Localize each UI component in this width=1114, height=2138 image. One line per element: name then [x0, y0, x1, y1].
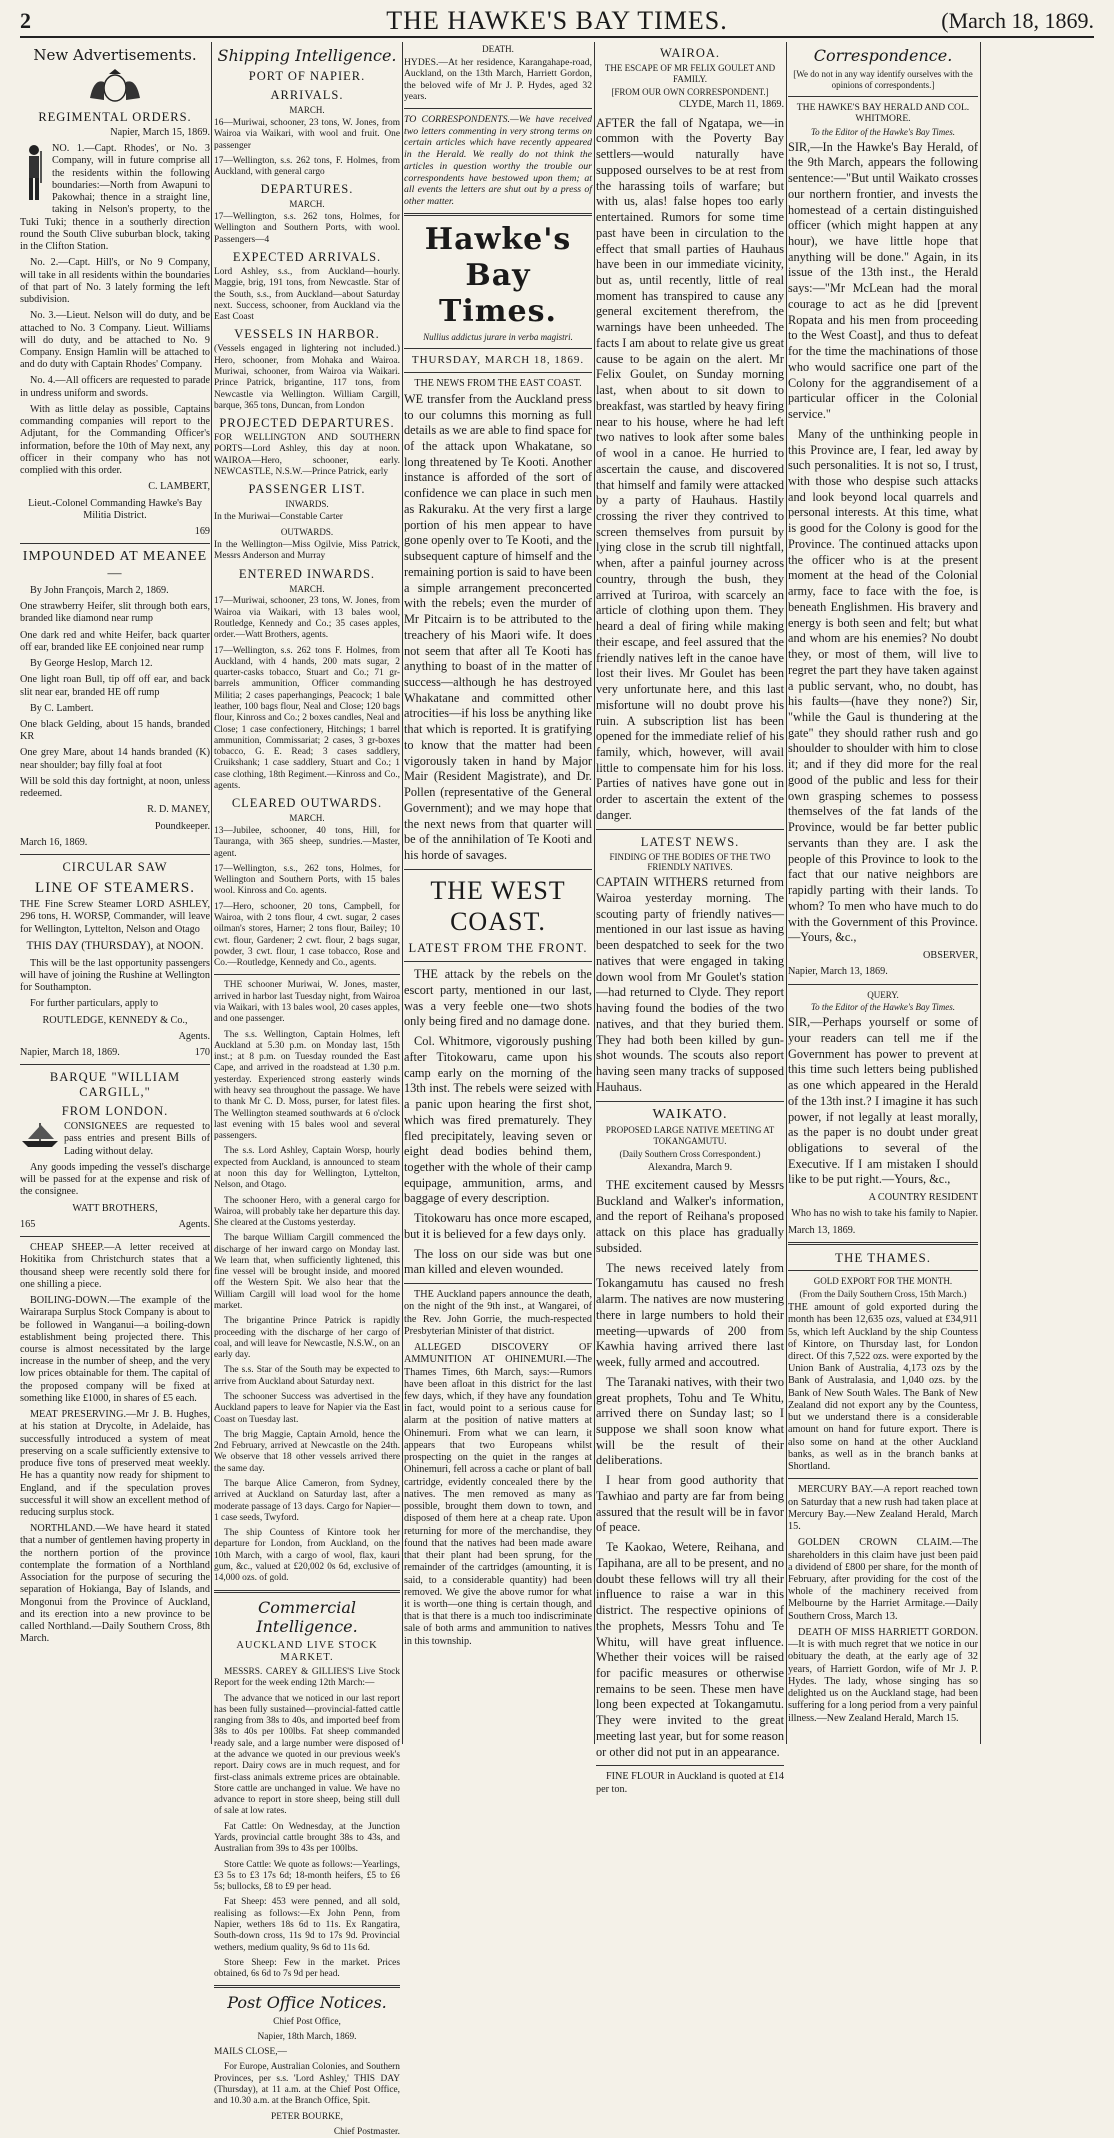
royal-crest-icon: [80, 68, 150, 106]
west-coast-subtitle: LATEST FROM THE FRONT.: [408, 941, 588, 956]
letter-paragraph: SIR,—In the Hawke's Bay Herald, of the 9th March, appears the following sentence:—"But until Waikato crosses our northern frontier, and invests the homestead of a certain distinguished officer (which might happen at any hour), we have little hope that anything will be done." Again, in its issue of the 13th inst., the Herald says:—"Mr McLean had the moral courage to act as he did [prevent Ropata and his men from proceeding to the West Coast], and thus to defeat for the time the machinations of those who would sacrifice one part of the Colony for the aggrandisement of a particular officer in the Colonial service.": [788, 139, 978, 422]
disclaimer: [We do not in any way identify ourselves with the opinions of correspondents.]: [793, 69, 973, 90]
news-paragraph: THE amount of gold exported during the month has been 12,635 ozs, valued at £34,911 5s, which left Auckland by the ship Countess of Kintore, on Thursday last, for London direct. Of this 7,522 ozs. were exported by the Union Bank of Australia, 4,173 ozs by the Bank of Australasia, and 1,040 ozs. by the Bank of New South Wales. The Bank of New Zealand did not export any by the Countess, but we understand there is a considerable amount on hand for future export. There is also some on hand at the other Auckland banks, as well as in the branch banks at Shortland.: [788, 1302, 978, 1473]
ship-entry: In the Muriwai—Constable Carter: [214, 512, 343, 523]
ship-entry: In the Wellington—Miss Ogilvie, Miss Patrick, Messrs Anderson and Murray: [214, 540, 400, 562]
steamers-date: Napier, March 18, 1869. 170: [20, 1046, 210, 1058]
paper-motto: Nullius addictus jurare in verba magistri.: [423, 331, 573, 342]
ad-number: 169: [194, 526, 210, 538]
column-shipping: [214, 42, 400, 2137]
editorial-date: THURSDAY, MARCH 18, 1869.: [411, 353, 585, 366]
west-coast-title: THE WEST COAST.: [430, 875, 566, 936]
news-paragraph: FINE FLOUR in Auckland is quoted at £14 per ton.: [596, 1771, 784, 1795]
ship-news: The s.s. Wellington, Captain Holmes, left Auckland at 5.30 p.m. on Monday last, 15th inst.; at 8 p.m. on Tuesday rounded the East Cape, and arrived in the roadstead at 1.30 p.m. yesterday. Experienced strong easterly winds with heavy sea throughout the passage. We have to thank Mr C. D. Moss, purser, for latest files. The Wellington steamed southwards at 6 o'clock last evening with 15 bales wool and several passengers.: [214, 1029, 400, 1142]
ship-entry: FOR WELLINGTON AND SOUTHERN PORTS—Lord Ashley, this day at noon. WAIROA—Hero, schooner, early. NEWCASTLE, N.S.W.—Prince Patrick, early: [214, 433, 400, 477]
ship-news: The schooner Success was advertised in the Auckland papers to leave for Napier via the East Coast on Tuesday last.: [214, 1392, 400, 1425]
signature: PETER BOURKE,: [271, 2111, 343, 2122]
news-paragraph: NORTHLAND.—We have heard it stated that a number of gentlemen having property in the northern portion of the province contemplate the formation of a Northland Association for the purpose of securing the separation of Hokianga, Bay of Islands, and Mongonui from the Province of Auckland, and its erection into a new province to be called Northland.—Daily Southern Cross, 8th March.: [20, 1523, 210, 1645]
ship-entry: 16—Muriwai, schooner, 23 tons, W. Jones, from Wairoa via Waikari, with wool and fruit. One passenger: [214, 117, 400, 151]
gold-export-title: GOLD EXPORT FOR THE MONTH.: [813, 1276, 953, 1287]
column-wairoa: [596, 42, 784, 1795]
ship-news: The schooner Hero, with a general cargo for Wairoa, will probably take her departure this day. She cleared at the Customs yesterday.: [214, 1195, 400, 1229]
steamers-subtitle: LINE OF STEAMERS.: [35, 880, 195, 897]
post-office-line: Chief Post Office,: [273, 2016, 341, 2027]
column-rule: [980, 42, 981, 1744]
column-rule: [786, 42, 787, 1744]
post-office-line: MAILS CLOSE,—: [214, 2047, 287, 2058]
section-heading: New Advertisements.: [33, 46, 197, 64]
regimental-paragraph: With as little delay as possible, Captains commanding companies will report to the Adjutant, for the Commanding Officer's information, before the 10th of May next, any officer in their company who has not complied with this order.: [20, 403, 210, 477]
west-coast-paragraph: Col. Whitmore, vigorously pushing after Titokowaru, came upon his camp early on the morning of the 13th inst. The rebels were seized with a panic upon hearing the first shot, which was fired prematurely. They fled precipitately, leaving seven or eight dead bodies behind them, together with the whole of their camp equipage, ammunition, arms, and baggage of every description.: [404, 1034, 592, 1206]
commercial-heading: Commercial Intelligence.: [256, 1597, 358, 1636]
steamers-paragraph: THIS DAY (THURSDAY), at NOON.: [26, 939, 204, 952]
regimental-title: REGIMENTAL ORDERS.: [38, 110, 192, 124]
thames-title: THE THAMES.: [835, 1249, 931, 1265]
steamers-agent: ROUTLEDGE, KENNEDY & Co.,: [42, 1014, 188, 1026]
month-label: MARCH.: [289, 105, 325, 116]
news-paragraph: BOILING-DOWN.—The example of the Wairarapa Surplus Stock Company is about to be followed in Wanganui—a boiling-down establishment being projected there. This course is almost necessitated by the large increase in the number of sheep, and the very low prices obtainable for them. The capital of the proposed company will be fixed at something like £1000, in shares of £5 each.: [20, 1295, 210, 1404]
wairoa-article: AFTER the fall of Ngatapa, we—in common with the Poverty Bay settlers—would naturally have supposed ourselves to be at rest from the harassing toils of warfare; but with us, alas! false hopes too early entertained. Rumors for some time past have been in circulation to the effect that small parties of Hauhaus have been in our immediate vicinity, but as, until recently, little of real moment has transpired to cause any general excitement therefrom, the warnings have been unheeded. The facts I am about to relate give us great cause to be again on the alert. Mr Felix Goulet, on Sunday morning last, when about to sit down to breakfast, was startled by heavy firing near to his house, where he had left two natives to look after some bales of wool in a canoe. He hurried to ascertain the cause, and discovered that himself and family were attacked by a party of Hauhaus. Hastily crossing the river they contrived to screen themselves from pursuit by lying close in the scrub till nightfall, when, after a painful journey across country, through the bush, they arrived at Turiroa, with scarcely an article of clothing upon them. They heard a deal of firing while making their escape, and feel assured that the friendly natives left in the canoe have lost their lives. Mr Goulet has been very unfortunate here, and this last misfortune will no doubt prove his ruin. A subscription list has been opened for the immediate relief of his family, which, however, will avail little to compensate him for his loss. Parties of natives have gone out in order to ascertain the extent of the danger.: [596, 115, 784, 822]
ship-news: The barque William Cargill commenced the discharge of her inward cargo on Monday last. We learn that, when sufficiently lightened, this fine vessel will be brought inside, and moored off the Western Spit. We also hear that the William Cargill will load wool for the home market.: [214, 1233, 400, 1312]
dateline: CLYDE, March 11, 1869.: [679, 99, 784, 111]
column-editorial: [404, 42, 592, 1744]
ship-entry: 17—Wellington, s.s., 262 tons, Holmes, for Wellington and Southern Ports, with 15 bales wool. Kinross and Co. agents.: [214, 863, 400, 897]
ship-news: The brig Maggie, Captain Arnold, hence the 2nd February, arrived at Newcastle on the 24th. We observe that 18 other vessels arrived there the same day.: [214, 1429, 400, 1474]
barque-subtitle: FROM LONDON.: [61, 1104, 169, 1119]
latest-news-title: LATEST NEWS.: [640, 834, 740, 849]
correspondents-notice: TO CORRESPONDENTS.—We have received two letters commenting in very strong terms on certain articles which have recently appeared in the Herald. We really do not think the articles in question worthy the trouble our correspondents have bestowed upon them; at all events the letters are shut out by a press of other matter.: [404, 113, 592, 208]
post-office-line: Napier, 18th March, 1869.: [257, 2031, 357, 2042]
passenger-title: PASSENGER LIST.: [248, 482, 366, 497]
month-label: MARCH.: [289, 583, 325, 594]
west-coast-paragraph: THE attack by the rebels on the escort party, mentioned in our last, was a very feeble one—two shots only being fired and no damage done.: [404, 967, 592, 1029]
letter-date: March 13, 1869.: [788, 1224, 856, 1236]
correspondence-heading: Correspondence.: [813, 46, 953, 65]
correspondent-label: [FROM OUR OWN CORRESPONDENT.]: [611, 86, 769, 97]
letter-date: Napier, March 13, 1869.: [788, 966, 888, 978]
waikato-paragraph: The Taranaki natives, with their two great prophets, Tohu and Te Whitu, arrived there on Sunday last; so I suppose we shall soon know what will be the result of their deliberations.: [596, 1374, 784, 1468]
letter-title: THE HAWKE'S BAY HERALD AND COL. WHITMORE.: [796, 101, 970, 125]
month-label: MARCH.: [289, 813, 325, 824]
source-label: (From the Daily Southern Cross, 15th March.): [799, 1289, 967, 1300]
ship-entry: 17—Muriwai, schooner, 23 tons, W. Jones, from Wairoa via Waikari, with 13 bales wool, Routledge, Kennedy and Co.; 35 cases apples, order.—Watt Brothers, agents.: [214, 596, 400, 641]
barque-paragraph: Any goods impeding the vessel's discharge will be passed for at the expense and risk of the consignee.: [20, 1161, 210, 1198]
query-title: QUERY.: [867, 989, 899, 1000]
impounded-line: By C. Lambert.: [30, 702, 94, 714]
steamers-paragraph: This will be the last opportunity passengers will have of joining the Rushine at Wellington for Southampton.: [20, 957, 210, 994]
steamers-agent: Agents.: [178, 1030, 210, 1042]
livestock-title: AUCKLAND LIVE STOCK MARKET.: [236, 1639, 378, 1664]
news-paragraph: MEAT PRESERVING.—Mr J. B. Hughes, at his station at Drycolte, in Adelaide, has successfully introduced a system of meat preserving on a scale sufficiently extensive to produce five tons of preserved meat weekly. He has a quantity now ready for shipment to England, and if the speculation proves successful it will show an excellent method of reducing surplus stock.: [20, 1409, 210, 1519]
letter-salutation: To the Editor of the Hawke's Bay Times.: [810, 126, 956, 137]
column-rule: [594, 42, 595, 1744]
page-number: 2: [20, 8, 31, 33]
east-coast-title: THE NEWS FROM THE EAST COAST.: [414, 377, 582, 389]
steamers-paragraph: THE Fine Screw Steamer LORD ASHLEY, 296 tons, H. WORSP, Commander, will leave for Wellington, Lyttelton, Nelson and Otago: [20, 899, 210, 935]
impounded-date: March 16, 1869.: [20, 836, 88, 848]
latest-news-article: CAPTAIN WITHERS returned from Wairoa yesterday morning. The scouting party of friendly natives—mentioned in our last issue as having been despatched to seek for the two natives that were engaged in taking down wool from Mr Goulet's station—had returned to Clyde. They report having found the bodies of the two natives, and that they buried them. They had both been killed by gun-shot wounds. The scouts also report having seen many tracks of supposed Hauhaus.: [596, 875, 784, 1094]
death-notice: HYDES.—At her residence, Karangahape-road, Auckland, on the 13th March, Harriett Gordon, the beloved wife of Mr J. P. Hydes, aged 32 years.: [404, 56, 592, 103]
waikato-paragraph: Te Kaokao, Wetere, Reihana, and Tapihana, are all to be present, and no doubt these fellows will try all their influence to raise a war in this district. The respective opinions of the prophets, Messrs Tohu and Te Whitu, will have great influence. Whether their voices will be raised for pacific measures or otherwise remains to be seen. These men have long been expected at Tokangamutu. They were invited to the great meeting last year, but for some reason or other did not put in an appearance.: [596, 1540, 784, 1759]
signature: WATT BROTHERS,: [72, 1202, 158, 1214]
masthead: [20, 6, 1094, 38]
regimental-paragraph: NO. 1.—Capt. Rhodes', or No. 3 Company, will in future comprise all the residents within the following boundaries:—North from Awapuni to Pakowhai; thence in a straight line, taking in Nelson's property, to the Tuki Tuki; thence in a southerly direction round the South Clive suburban block, taking in the Clifton Station.: [20, 143, 210, 253]
source-label: (Daily Southern Cross Correspondent.): [619, 1148, 761, 1159]
ship-entry: 13—Jubilee, schooner, 40 tons, Hill, for Tauranga, with 365 sheep, sundries.—Master, agent.: [214, 826, 400, 859]
impounded-line: By John François, March 2, 1869.: [30, 584, 169, 596]
ship-news: The barque Alice Cameron, from Sydney, arrived at Auckland on Saturday last, after a moderate passage of 13 days. Cargo for Napier—1 case seeds, Twyford.: [214, 1478, 400, 1523]
signature-title: Poundkeeper.: [154, 820, 210, 832]
impounded-title: IMPOUNDED AT MEANEE—: [22, 549, 208, 582]
column-rule: [211, 42, 212, 1744]
inwards-label: INWARDS.: [285, 499, 329, 510]
waikato-paragraph: The news received lately from Tokangamutu has caused no fresh alarm. The natives are now mustering there in large numbers to hold their meeting—upwards of 200 from Kawhia having arrived there last week, fully armed and accoutred.: [596, 1260, 784, 1370]
news-paragraph: GOLDEN CROWN CLAIM.—The shareholders in this claim have just been paid a dividend of £800 per share, for the month of February, after providing for the cost of the whole of the machinery received from Melbourne by the Harriet Armitage.—Daily Southern Cross, March 13.: [788, 1537, 978, 1622]
signature: R. D. MANEY,: [147, 804, 210, 816]
impounded-line: By George Heslop, March 12.: [30, 658, 153, 670]
dateline: Alexandra, March 9.: [647, 1161, 733, 1173]
signature-title: Who has no wish to take his family to Napier.: [791, 1208, 978, 1220]
barque-footer: 165 Agents.: [20, 1218, 210, 1230]
regimental-paragraph: No. 3.—Lieut. Nelson will do duty, and be attached to No. 3 Company. Lieut. Williams will do duty, and be attached to No. 9 Company. Ensign Hamlin will be attached to and do duty with Captain Rhodes' Company.: [20, 310, 210, 371]
column-advertisements: [20, 42, 210, 1744]
issue-date: (March 18, 1869.: [941, 8, 1094, 33]
ship-news: The brigantine Prince Patrick is rapidly proceeding with the discharge of her cargo of coal, and will leave for Newcastle, N.S.W., on an early day.: [214, 1316, 400, 1361]
east-coast-article: WE transfer from the Auckland press to our columns this morning as full details as we are able to find space for of the attack upon Whakatane, so long threatened by Te Kooti. Another instance is afforded of the sort of confidence we can place in such men as Rakuraku. At the very first a large portion of his men appear to have gone openly over to Te Kooti, and the subsequent capture of himself and the remaining portion is said to have been a simple arrangement preconcerted with the rebels; even the murder of Mr Pitcairn is to be attributed to the treachery of his Maori wife. It does not seem that after all Te Kooti has anything to boast of in the matter of success—although he has destroyed Whakatane and committed other atrocities—if his loss be anything like that which is reported. It is gratifying to know that the matter had been vigorously taken in hand by Major Mair (Resident Magistrate), and Dr. Pollen (representative of the General Government); and we may hope that the next news from that quarter will be of the annihilation of Te Kooti and his horde of savages.: [404, 391, 592, 863]
projected-title: PROJECTED DEPARTURES.: [219, 416, 395, 431]
livestock-paragraph: Fat Sheep: 453 were penned, and all sold, realising as follows:—Ex John Penn, from Napier, wethers 18s 6d to 11s. Ex Rangatira, South-down cross, 11s 9d to 17s 9d. Provincial wethers, medium quality, 9s 6d to 11s 6d.: [214, 1897, 400, 1953]
waikato-title: WAIKATO.: [652, 1106, 728, 1122]
livestock-paragraph: Store Sheep: Few in the market. Prices obtained, 6s 6d to 7s 9d per head.: [214, 1957, 400, 1980]
news-paragraph: THE Auckland papers announce the death, on the night of the 9th inst., at Wangarei, of the Rev. John Gorrie, the much-respected Presbyterian Minister of that district.: [404, 1289, 592, 1337]
ship-icon: [20, 1121, 60, 1149]
regimental-paragraph: No. 2.—Capt. Hill's, or No 9 Company, will take in all residents within the boundaries of that part of No. 3 lately forming the left subdivision.: [20, 257, 210, 306]
letter-salutation: To the Editor of the Hawke's Bay Times.: [810, 1002, 956, 1013]
livestock-paragraph: The advance that we noticed in our last report has been fully sustained—provincial-fatted cattle ranging from 38s to 40s, and imported beef from 38s to 40s per 100lbs. Fat sheep commanded ready sale, and a large number were disposed of at the advance we quoted in our previous week's report. Dairy cows are in much request, and for first-class animals extreme prices are obtainable. Store cattle are unchanged in value. We have no advance to report in store sheep, being still dull of sale at low rates.: [214, 1693, 400, 1817]
expected-title: EXPECTED ARRIVALS.: [232, 250, 382, 265]
news-paragraph: CHEAP SHEEP.—A letter received at Hokitika from Christchurch states that a thousand sheep were recently sold there for one shilling a piece.: [20, 1242, 210, 1290]
west-coast-paragraph: The loss on our side was but one man killed and eleven wounded.: [404, 1246, 592, 1277]
regimental-dateline: Napier, March 15, 1869.: [110, 127, 210, 138]
west-coast-paragraph: Titokowaru has once more escaped, but it is believed for a few days only.: [404, 1211, 592, 1241]
waikato-paragraph: I hear from good authority that Tawhiao and party are far from being assured that the result will be in favor of peace.: [596, 1473, 784, 1535]
signature: A COUNTRY RESIDENT: [868, 1192, 978, 1204]
livestock-paragraph: Fat Cattle: On Wednesday, at the Junction Yards, provincial cattle brought 38s to 43s, and Australian from 39s to 43s per 100lbs.: [214, 1821, 400, 1855]
ship-entry: 17—Wellington, s.s. 262 tons, Holmes, for Wellington and Southern Ports, with wool. Passengers—4: [214, 212, 400, 245]
waikato-paragraph: THE excitement caused by Messrs Buckland and Walker's information, and the report of Reihana's proposed attack on this place has gradually subsided.: [596, 1177, 784, 1255]
letter-paragraph: SIR,—Perhaps yourself or some of your readers can tell me if the Government has power to prevent at this time such letters being published as one which appeared in the Herald of the 13th inst.? I imagine it has such power, if not legally at least morally, as the paper is no doubt under great obligations to several of the Executive. If I am mistaken I should like to be put right.—Yours, &c.,: [788, 1015, 978, 1187]
newspaper-title: THE HAWKE'S BAY TIMES.: [386, 6, 728, 35]
barque-title: BARQUE "WILLIAM CARGILL,": [49, 1070, 181, 1100]
ship-news: The s.s. Star of the South may be expected to arrive from Auckland about Saturday next.: [214, 1365, 400, 1387]
ship-entry: (Vessels engaged in lightering not included.) Hero, schooner, from Mohaka and Wairoa. Muriwai, schooner, from Wairoa via Waikari. Prince Patrick, brigantine, 117 tons, from Newcastle via Wellington. William Cargill, barque, 365 tons, Duncan, from London: [214, 344, 400, 411]
impounded-line: One dark red and white Heifer, back quarter off ear, branded like EE conjoined near rump: [20, 629, 210, 653]
ship-news: The s.s. Lord Ashley, Captain Worsp, hourly expected from Auckland, is announced to steam at noon this day for Wellington, Lyttelton, Nelson, and Otago.: [214, 1146, 400, 1191]
steamers-title: CIRCULAR SAW: [62, 860, 168, 875]
arrivals-title: ARRIVALS.: [270, 88, 344, 103]
signature: C. LAMBERT,: [148, 481, 210, 493]
shipping-heading: Shipping Intelligence.: [217, 46, 397, 65]
news-paragraph: MERCURY BAY.—A report reached town on Saturday that a new rush had taken place at Mercury Bay.—New Zealand Herald, March 15.: [788, 1484, 978, 1533]
regimental-paragraph: No. 4.—All officers are requested to parade in undress uniform and swords.: [20, 375, 210, 399]
paper-title: Hawke's Bay Times.: [424, 221, 572, 329]
ship-entry: 17—Wellington, s.s. 262 tons, F. Holmes, from Auckland, with general cargo: [214, 155, 400, 178]
soldier-icon: [20, 143, 48, 203]
wairoa-title: WAIROA.: [659, 46, 721, 60]
ship-news: The ship Countess of Kintore took her departure for London, from Auckland, on the 10th March, with a cargo of wool, flax, kauri gum, &c., valued at £20,002 0s 6d, exclusive of 14,000 ozs. of gold.: [214, 1528, 400, 1584]
impounded-line: One grey Mare, about 14 hands branded (K) near shoulder; bay filly foal at foot: [20, 747, 210, 771]
column-correspondence: [788, 42, 978, 1744]
impounded-line: One black Gelding, about 15 hands, branded KR: [20, 718, 210, 743]
impounded-line: One strawberry Heifer, slit through both ears, branded like diamond near rump: [20, 601, 210, 625]
ship-news: THE schooner Muriwai, W. Jones, master, arrived in harbor last Tuesday night, from Wairoa via Waikari, with 13 bales wool, 20 cases apples, and one passenger.: [214, 980, 400, 1025]
steamers-paragraph: For further particulars, apply to: [30, 998, 159, 1010]
death-title: DEATH.: [482, 44, 514, 54]
escape-title: THE ESCAPE OF MR FELIX GOULET AND FAMILY.: [604, 63, 776, 84]
month-label: MARCH.: [289, 199, 325, 210]
signature-title: Chief Postmaster.: [333, 2126, 400, 2137]
entered-title: ENTERED INWARDS.: [238, 566, 376, 581]
post-office-line: For Europe, Australian Colonies, and Southern Provinces, per s.s. 'Lord Ashley,' THIS DAY (Thursday), at 11 a.m. at the Chief Post Office, and 10.30 a.m. at the Branch Office, Spit.: [214, 2062, 400, 2107]
impounded-line: One light roan Bull, tip off off ear, and back slit near ear, branded HE off rump: [20, 674, 210, 698]
finding-title: FINDING OF THE BODIES OF THE TWO FRIENDLY NATIVES.: [609, 851, 771, 873]
outwards-label: OUTWARDS.: [280, 527, 334, 538]
meeting-title: PROPOSED LARGE NATIVE MEETING AT TOKANGAMUTU.: [605, 1125, 775, 1147]
news-paragraph: DEATH OF MISS HARRIETT GORDON.—It is with much regret that we notice in our obituary the death, at the early age of 32 years, of Harriett Gordon, wife of Mr J. P. Hydes. The lady, whose singing has so delighted us on the Auckland stage, had been suffering for a long period from a very painful illness.—New Zealand Herald, March 15.: [788, 1626, 978, 1724]
ship-entry: 17—Hero, schooner, 20 tons, Campbell, for Wairoa, with 2 tons flour, 4 cwt. sugar, 2 cases oilman's stores, Harner; 2 tons flour, Bailey; 10 cwt. flour, Gardener; 2 cwt. flour, 2 bags sugar, powder, 3 cwt. flour, 1 case tobacco, Rose and Co.—Routledge, Kennedy and Co., agents.: [214, 901, 400, 969]
signature: OBSERVER,: [923, 950, 978, 962]
post-office-heading: Post Office Notices.: [227, 1993, 387, 2013]
cleared-title: CLEARED OUTWARDS.: [231, 796, 383, 811]
barque-paragraph: CONSIGNEES are requested to pass entries and present Bills of Lading without delay.: [64, 1121, 210, 1157]
departures-title: DEPARTURES.: [260, 182, 354, 197]
impounded-line: Will be sold this day fortnight, at noon, unless redeemed.: [20, 775, 210, 800]
vessels-title: VESSELS IN HARBOR.: [234, 327, 380, 342]
ship-entry: Lord Ashley, s.s., from Auckland—hourly. Maggie, brig, 191 tons, from Newcastle. Star of the South, s.s., from Auckland—about Saturday next. Success, schooner, from Auckland via the East Coast: [214, 267, 400, 323]
column-rule: [402, 42, 403, 1744]
livestock-paragraph: Store Cattle: We quote as follows:—Yearlings, £3 5s to £3 17s 6d; 18-month heifers, £5 to £6 5s; bullocks, £8 to £9 per head.: [214, 1859, 400, 1893]
port-title: PORT OF NAPIER.: [248, 69, 366, 84]
ship-entry: 17—Wellington, s.s. 262 tons F. Holmes, from Auckland, with 4 hands, 200 mats sugar, 2 quarter-casks tobacco, Stuart and Co.; 71 gr-barrels ammunition, Officer commanding Militia; 2 cases paperhangings, Peacock; 1 bale leather, 100 bags flour, Neal and Close; 120 bags flour, Kinross and Co.; 2 boxes candles, Neal and Close; 1 case confectionery, Hitchings; 1 barrel ammunition, Commissariat; 2 cases, 3 gr-boxes tobacco, G. E. Read; 3 cases saddlery, Cruikshank; 1 case saddlery, Stuart and Co.; 1 case clothing, 18th Regiment.—Kinross and Co., agents.: [214, 645, 400, 791]
livestock-paragraph: MESSRS. CAREY & GILLIES'S Live Stock Report for the week ending 12th March:—: [214, 1667, 400, 1689]
letter-paragraph: Many of the unthinking people in this Province are, I fear, led away by such personalities. It is not so, I trust, with those who despise such attacks and look beyond local quarrels and personal interests. At this time, what is good for the Colony is good for the Province. The continued attacks upon the officer who is at the present moment at the head of the Colonial army, face to face with the foe, is beneath Englishmen. His bravery and energy is both seen and felt; but what and whom are his enemies? No doubt they, or most of them, will live to regret the part they have taken against a public servant, who, no doubt, has his faults—(have they none?) Sir, "while the Gaul is thundering at the gate" they should rather rush and go shoulder to shoulder with him to close it; and if they did more for the real good of the public and less for their own grasping schemes to possess themselves of the fat lands of the Province, would be far better public servants than they are. I ask the people of this Province to look to the fact that our native neighbors are rapidly parting with their lands. To whom? To men who have much to do with the Government of this Province.—Yours, &c.,: [788, 426, 978, 945]
news-paragraph: ALLEGED DISCOVERY OF AMMUNITION AT OHINEMURI.—The Thames Times, 6th March, says:—Rumors have been afloat in this district for the last few days, which, if they have any foundation in fact, would point to a serious cause for alarm at the position of native matters at Ohinemuri. From what we can learn, it appears that two Europeans whilst prospecting on the quiet in the ranges at Ohinemuri, fell across a cache or plant of ball cartridge, evidently concealed there by the natives. The men removed as many as possible, brought them down to town, and disposed of them here at a cheap rate. Upon returning for more of the merchandise, they found that the natives had been made aware that their plant had been sprung, for the remainder of the cartridges (amounting, it is said, to a considerable quantity) had been removed. We give the above rumor for what it is worth—one thing is certain though, and that is that there is a much too indiscriminate sale of both arms and ammunition to natives in this township.: [404, 1342, 592, 1647]
signature-title: Lieut.-Colonel Commanding Hawke's Bay Militia District.: [28, 497, 202, 521]
